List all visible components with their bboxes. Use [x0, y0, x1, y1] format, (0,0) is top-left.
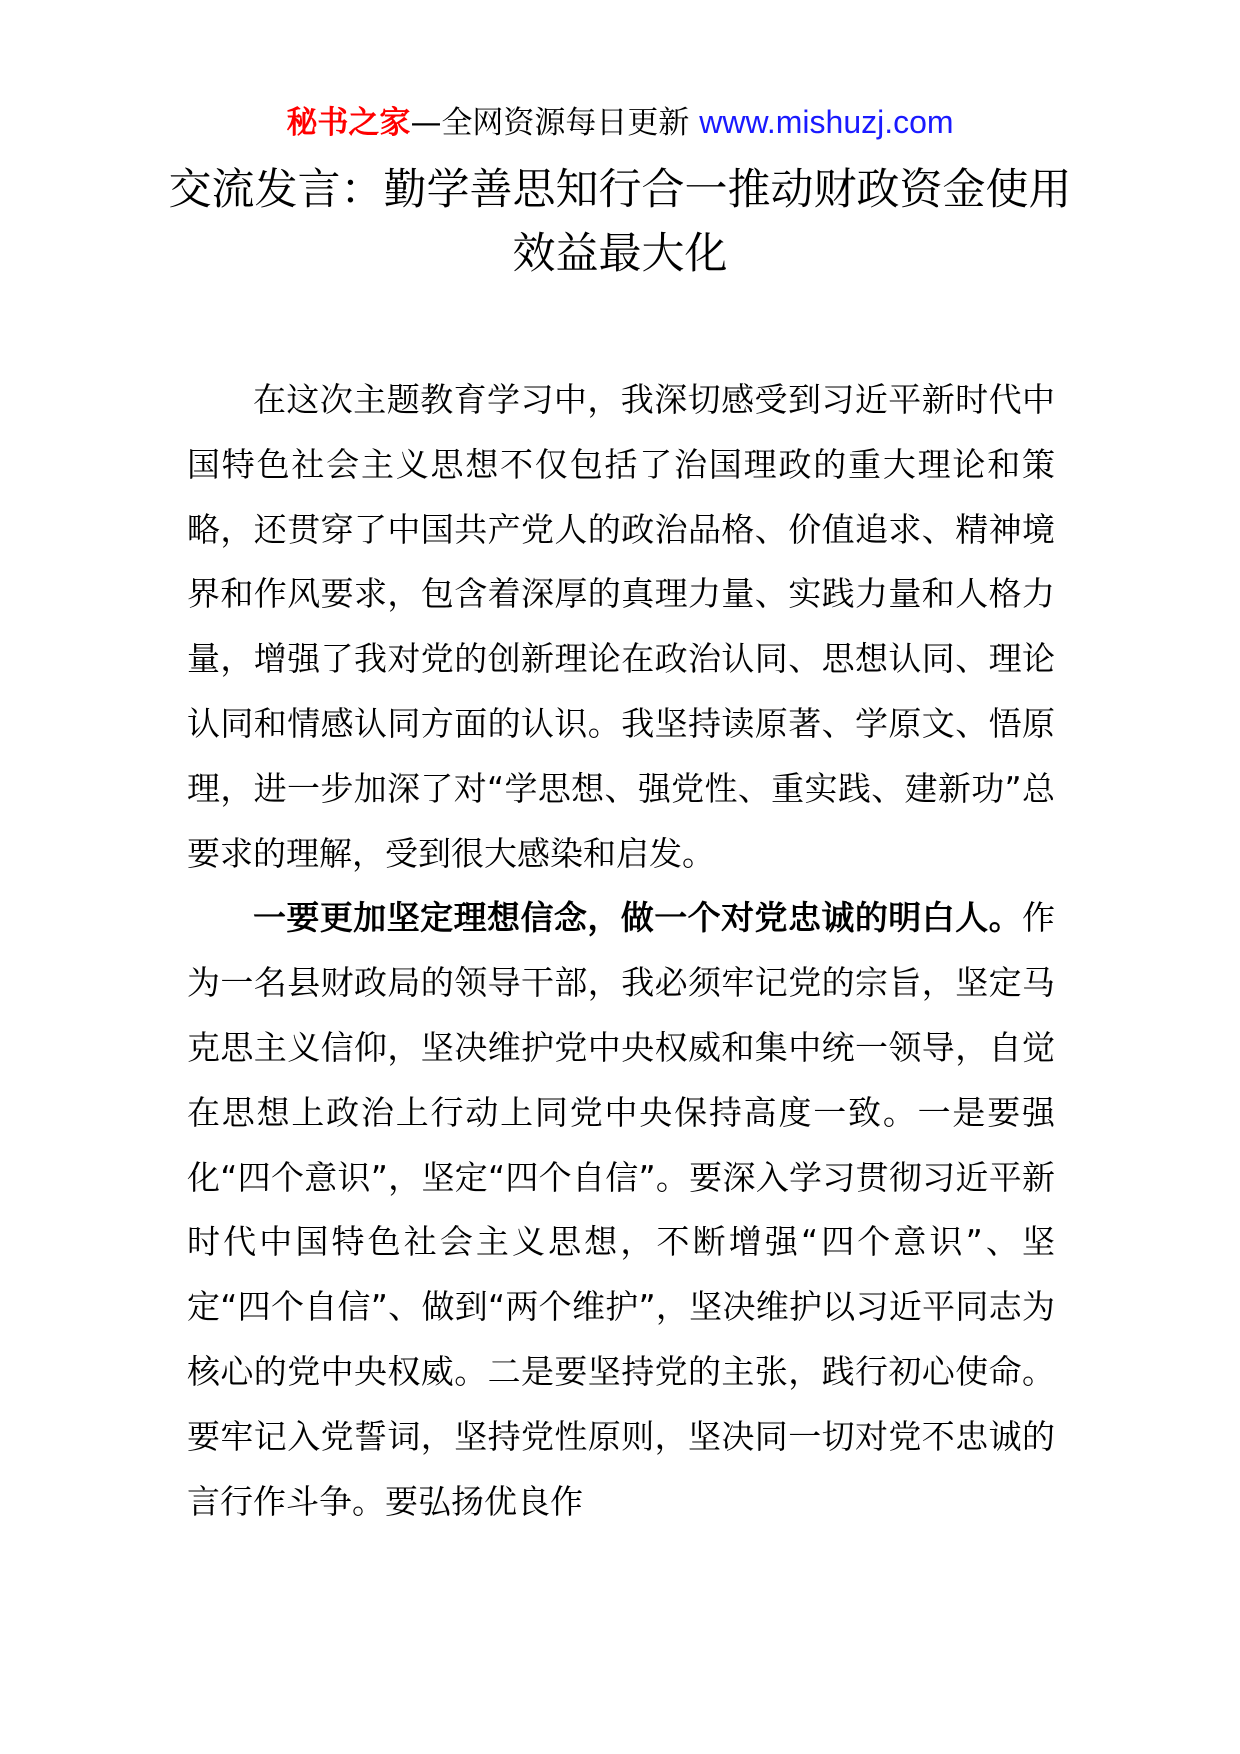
header-tagline: —全网资源每日更新	[410, 105, 700, 141]
website-link[interactable]: www.mishuzj.com	[699, 104, 954, 140]
watermark-header	[0, 102, 1240, 143]
brand-name: 秘书之家	[286, 105, 411, 141]
paragraph-text: 在这次主题教育学习中，我深切感受到习近平新时代中国特色社会主义思想不仅包括了治国理政的重大理论和策略，还贯穿了中国共产党人的政治品格、价值追求、精神境界和作风要求，包含着深厚的真理力量、实践力量和人格力量，增强了我对党的创新理论在政治认同、思想认同、理论认同和情感认同方面的认识。我坚持读原著、学原文、悟原理，进一步加深了对“学思想、强党性、重实践、建新功”总要求的理解，受到很大感染和启发。	[187, 380, 1055, 873]
paragraph-text: 作为一名县财政局的领导干部，我必须牢记党的宗旨，坚定马克思主义信仰，坚决维护党中央权威和集中统一领导，自觉在思想上政治上行动上同党中央保持高度一致。一是要强化“四个意识”，坚定“四个自信”。要深入学习贯彻习近平新时代中国特色社会主义思想，不断增强“四个意识”、坚定“四个自信”、做到“两个维护”，坚决维护以习近平同志为核心的党中央权威。二是要坚持党的主张，践行初心使命。要牢记入党誓词，坚持党性原则，坚决同一切对党不忠诚的言行作斗争。要弘扬优良作	[187, 898, 1055, 1521]
document-title: 交流发言：勤学善思知行合一推动财政资金使用效益最大化	[168, 165, 1072, 279]
paragraph-intro	[187, 368, 1055, 886]
paragraph-point-one	[187, 886, 1055, 1534]
document-body	[187, 368, 1055, 1534]
paragraph-lead: 一要更加坚定理想信念，做一个对党忠诚的明白人。	[253, 898, 1022, 938]
